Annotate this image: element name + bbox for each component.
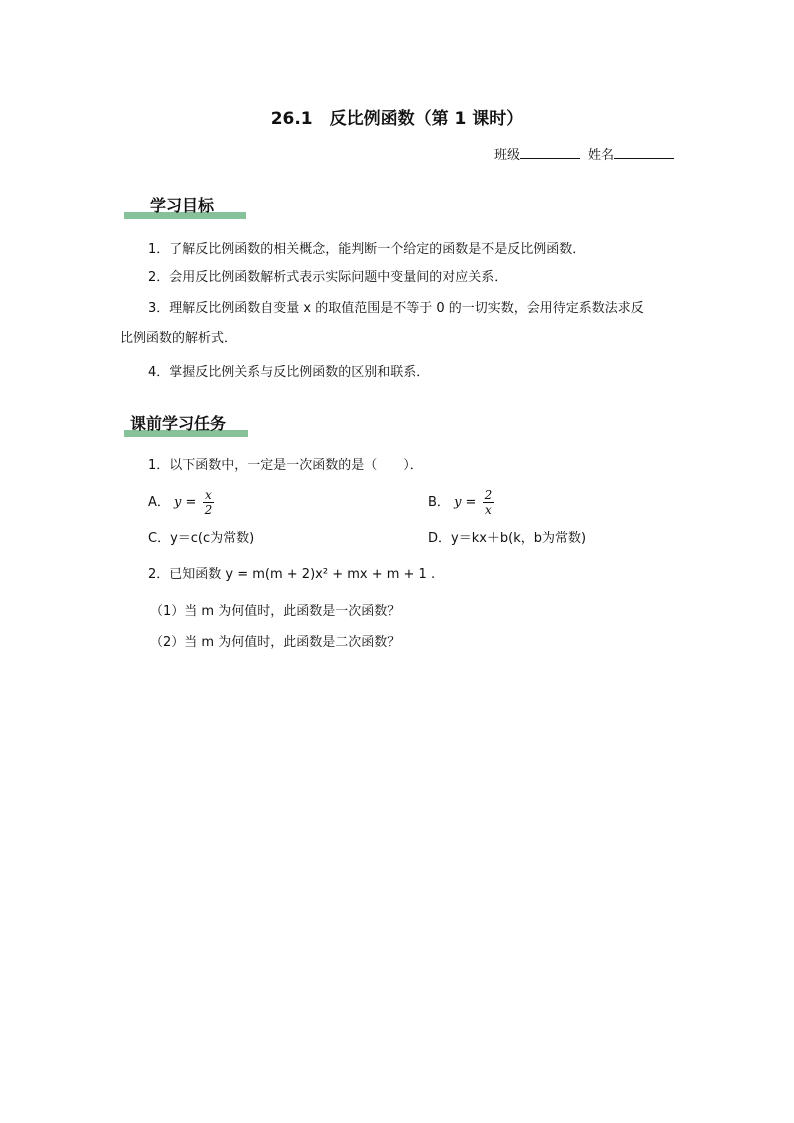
task2-question: 2．已知函数 y = m(m + 2)x² + mx + m + 1 . — [148, 567, 436, 582]
fraction-numerator: 2 — [484, 488, 493, 502]
option-a-fraction — [203, 488, 215, 517]
section-label: 学习目标 — [150, 196, 215, 215]
objective-2: 2．会用反比例函数解析式表示实际问题中变量间的对应关系． — [148, 270, 508, 285]
option-c: C．y＝c(c为常数) — [148, 531, 255, 546]
class-blank — [520, 146, 580, 159]
option-a-y: y — [174, 495, 182, 510]
fraction-denominator: 2 — [204, 503, 213, 517]
option-b-label: B． — [428, 495, 450, 510]
option-d: D．y＝kx＋b(k，b为常数) — [428, 531, 587, 546]
section-label: 课前学习任务 — [130, 414, 227, 433]
class-label: 班级 — [493, 148, 520, 163]
option-a-label: A． — [148, 495, 170, 510]
objective-1: 1．了解反比例函数的相关概念，能判断一个给定的函数是不是反比例函数． — [148, 242, 586, 257]
objective-3-cont: 比例函数的解析式． — [120, 331, 238, 346]
option-b-y: y — [454, 495, 462, 510]
fraction-denominator: x — [485, 503, 492, 517]
name-label: 姓名 — [587, 148, 614, 163]
objective-4: 4．掌握反比例关系与反比例函数的区别和联系． — [148, 365, 430, 380]
option-b-fraction — [483, 488, 495, 517]
objective-3: 3．理解反比例函数自变量 x 的取值范围是不等于 0 的一切实数，会用待定系数法求反 — [148, 301, 644, 316]
page-title: 26.1 反比例函数（第 1 课时） — [270, 109, 524, 129]
option-a: A． y = $\frac{x}{2}$ — [148, 488, 213, 517]
name-blank — [614, 146, 674, 159]
task1-question: 1．以下函数中，一定是一次函数的是（ ）． — [148, 458, 423, 473]
fraction-numerator: x — [205, 488, 212, 502]
option-b: B． y = $\frac{2}{x}$ — [428, 488, 493, 517]
section-heading-tasks — [124, 411, 248, 437]
section-heading-objectives — [124, 193, 246, 219]
task2-sub1: （1）当 m 为何值时，此函数是一次函数？ — [150, 604, 401, 619]
task2-sub2: （2）当 m 为何值时，此函数是二次函数？ — [150, 635, 401, 650]
class-name-line — [494, 144, 674, 163]
